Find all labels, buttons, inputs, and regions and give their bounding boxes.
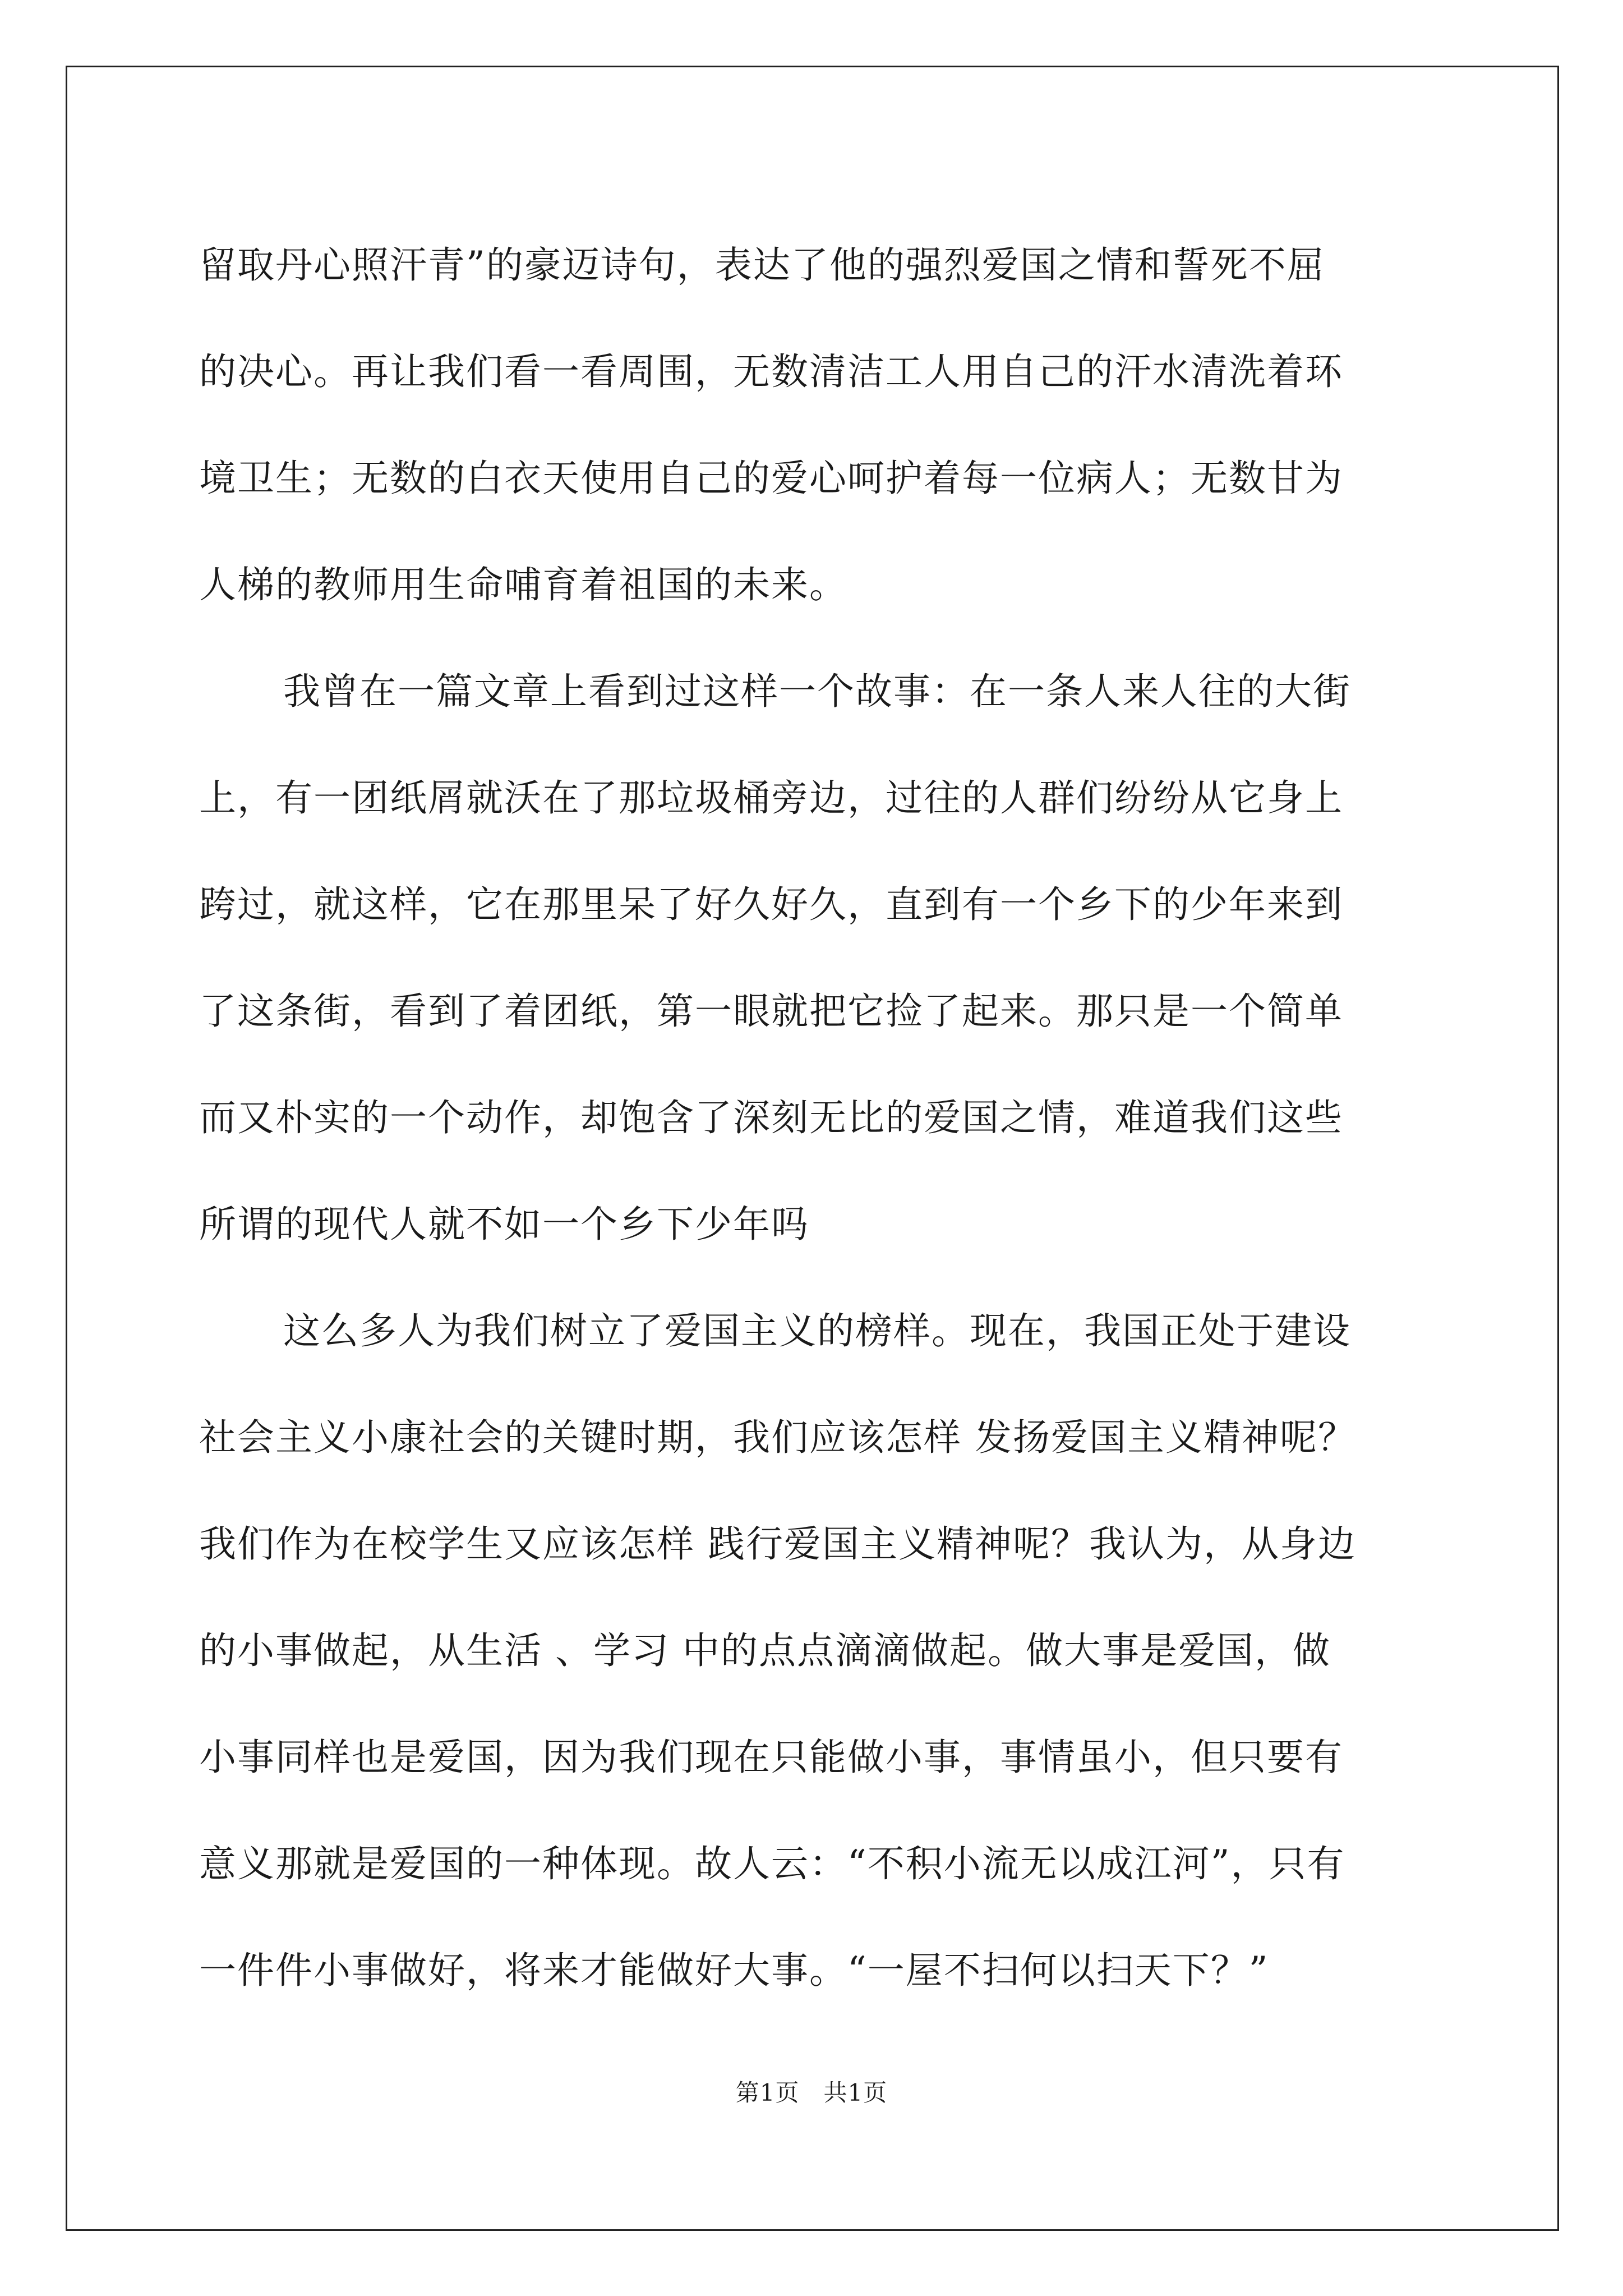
paragraph-3 <box>199 1278 1427 2024</box>
text-line: 的小事做起，从生活 、学习 中的点点滴滴做起。做大事是爱国，做 <box>199 1629 1331 1672</box>
text-line: 跨过，就这样，它在那里呆了好久好久，直到有一个乡下的少年来到 <box>199 883 1343 926</box>
text-line: 而又朴实的一个动作，却饱含了深刻无比的爱国之情，难道我们这些 <box>199 1096 1343 1139</box>
text-line: 小事同样也是爱国，因为我们现在只能做小事，事情虽小，但只要有 <box>199 1736 1343 1779</box>
text-line: 我曾在一篇文章上看到过这样一个故事：在一条人来人往的大街 <box>283 670 1351 713</box>
text-line: 一件件小事做好，将来才能做好大事。“一屋不扫何以扫天下？” <box>199 1949 1269 1992</box>
page-total: 共1页 <box>823 2079 888 2106</box>
text-line: 留取丹心照汗青”的豪迈诗句，表达了他的强烈爱国之情和誓死不屈 <box>199 243 1325 287</box>
text-line: 的决心。再让我们看一看周围，无数清洁工人用自己的汗水清洗着环 <box>199 350 1343 393</box>
text-line: 境卫生；无数的白衣天使用自己的爱心呵护着每一位病人；无数甘为 <box>199 457 1343 500</box>
text-line: 所谓的现代人就不如一个乡下少年吗 <box>199 1203 809 1246</box>
text-line: 人梯的教师用生命哺育着祖国的未来。 <box>199 563 847 606</box>
text-line: 我们作为在校学生又应该怎样 践行爱国主义精神呢？我认为，从身边 <box>199 1522 1356 1566</box>
paragraph-1 <box>199 212 1427 638</box>
text-line: 这么多人为我们树立了爱国主义的榜样。现在，我国正处于建设 <box>283 1309 1351 1352</box>
text-line: 意义那就是爱国的一种体现。故人云：“不积小流无以成江河”，只有 <box>199 1842 1345 1885</box>
body-text <box>199 212 1427 2024</box>
page-number: 第1页 <box>735 2079 800 2106</box>
paragraph-2 <box>199 638 1427 1278</box>
text-line: 上，有一团纸屑就沃在了那垃圾桶旁边，过往的人群们纷纷从它身上 <box>199 776 1343 820</box>
page-footer <box>0 2079 1623 2107</box>
text-line: 了这条街，看到了着团纸，第一眼就把它捡了起来。那只是一个简单 <box>199 990 1343 1033</box>
text-line: 社会主义小康社会的关键时期，我们应该怎样 发扬爱国主义精神呢？ <box>199 1416 1356 1459</box>
